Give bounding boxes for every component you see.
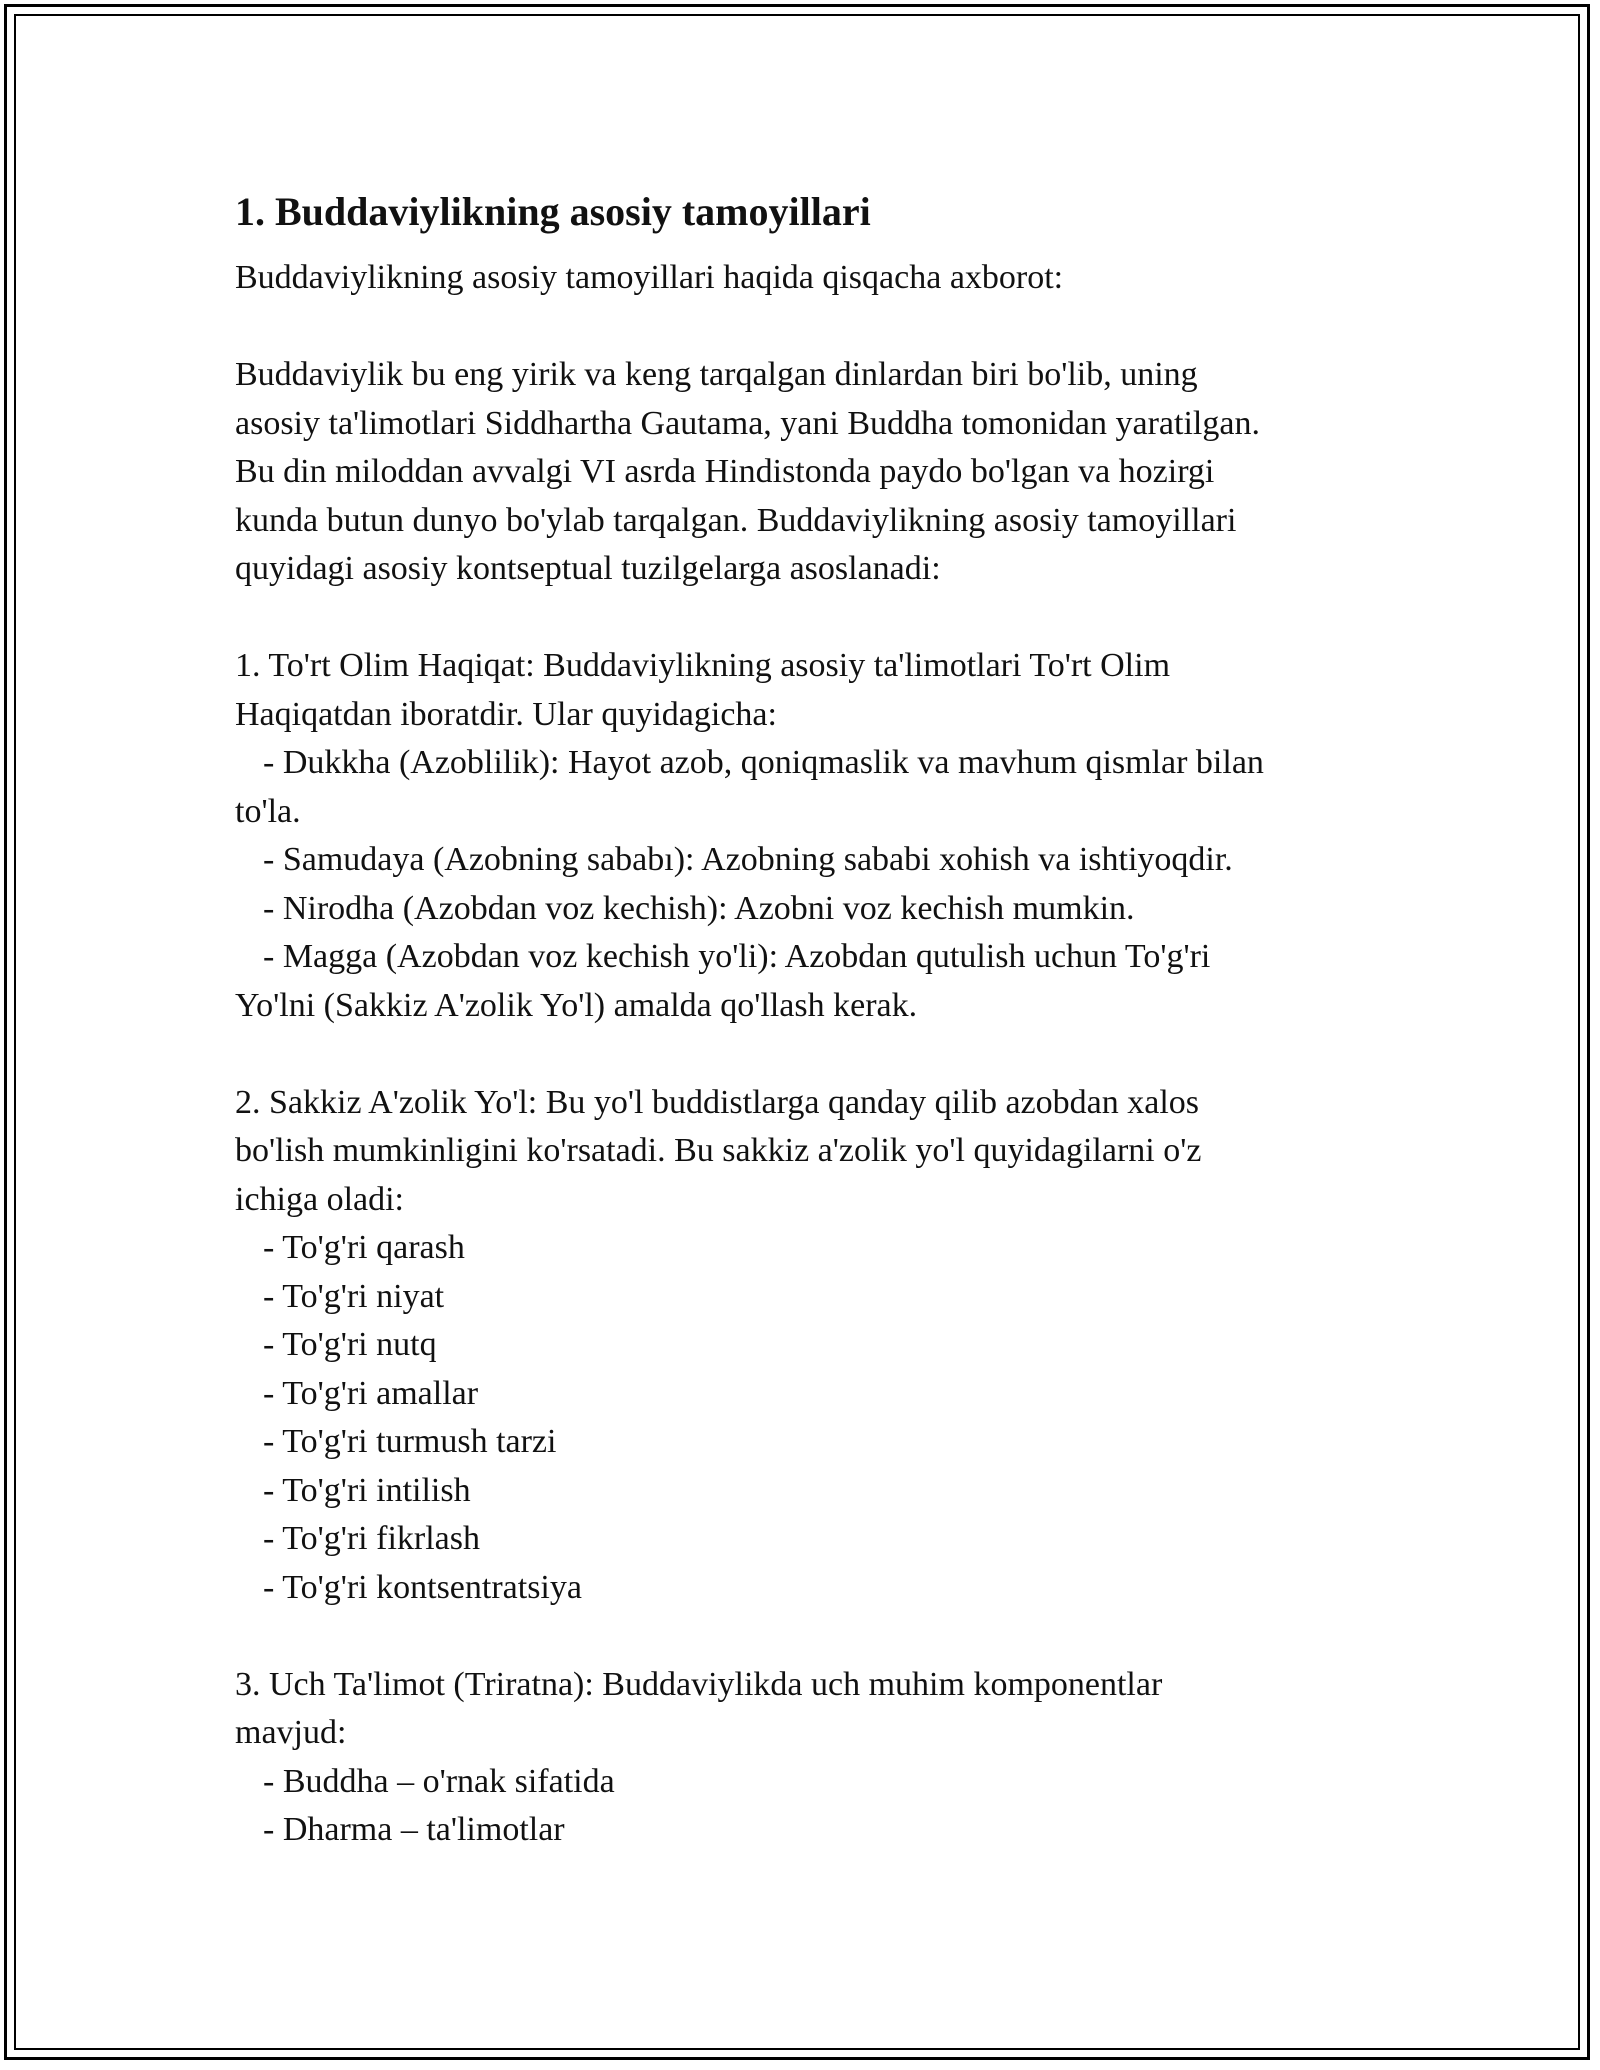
section2-line: ichiga oladi: bbox=[235, 1180, 405, 1218]
section1-line: 1. To'rt Olim Haqiqat: Buddaviylikning asosiy ta'limotlari To'rt Olim bbox=[235, 647, 1171, 684]
section2-list-item: - To'g'ri qarash bbox=[263, 1229, 465, 1266]
section2-list-item: - To'g'ri niyat bbox=[263, 1277, 445, 1315]
section1-line: Yo'lni (Sakkiz A'zolik Yo'l) amalda qo'llash kerak. bbox=[235, 986, 918, 1024]
overview-line: asosiy ta'limotlari Siddhartha Gautama, yani Buddha tomonidan yaratilgan. bbox=[235, 404, 1260, 442]
paragraph-spacer bbox=[235, 303, 1375, 352]
section2-list-item: - To'g'ri fikrlash bbox=[263, 1520, 480, 1557]
section2-list-item: - To'g'ri intilish bbox=[263, 1471, 471, 1509]
section3-line: 3. Uch Ta'limot (Triratna): Buddaviylikda uch muhim komponentlar bbox=[235, 1665, 1163, 1703]
section1-list-item: - Nirodha (Azobdan voz kechish): Azobni voz kechish mumkin. bbox=[263, 889, 1135, 927]
intro-line: Buddaviylikning asosiy tamoyillari haqida qisqacha axborot: bbox=[235, 259, 1064, 296]
overview-line: kunda butun dunyo bo'ylab tarqalgan. Buddaviylikning asosiy tamoyillari bbox=[235, 501, 1237, 539]
section1-list-item: - Dukkha (Azoblilik): Hayot azob, qoniqmaslik va mavhum qismlar bilan bbox=[263, 744, 1264, 781]
overview-line: quyidagi asosiy kontseptual tuzilgelarga asoslanadi: bbox=[235, 550, 941, 587]
section3-line: mavjud: bbox=[235, 1714, 347, 1751]
section3-list-item: - Dharma – ta'limotlar bbox=[263, 1811, 565, 1848]
section3-list-item: - Buddha – o'rnak sifatida bbox=[263, 1762, 615, 1800]
document-heading: 1. Buddaviylikning asosiy tamoyillari bbox=[235, 189, 871, 234]
section2-line: 2. Sakkiz A'zolik Yo'l: Bu yo'l buddistlarga qanday qilib azobdan xalos bbox=[235, 1083, 1200, 1121]
section1-list-item: - Samudaya (Azobning sababı): Azobning sababi xohish va ishtiyoqdir. bbox=[263, 841, 1233, 878]
overview-line: Bu din miloddan avvalgi VI asrda Hindistonda paydo bo'lgan va hozirgi bbox=[235, 453, 1215, 490]
document-body bbox=[235, 186, 1375, 1855]
overview-line: Buddaviylik bu eng yirik va keng tarqalgan dinlardan biri bo'lib, uning bbox=[235, 356, 1198, 393]
paragraph-spacer bbox=[235, 594, 1375, 643]
section2-list-item: - To'g'ri turmush tarzi bbox=[263, 1423, 557, 1460]
section1-list-item: - Magga (Azobdan voz kechish yo'li): Azobdan qutulish uchun To'g'ri bbox=[263, 938, 1211, 975]
section1-line: Haqiqatdan iboratdir. Ular quyidagicha: bbox=[235, 695, 777, 733]
section2-list-item: - To'g'ri kontsentratsiya bbox=[263, 1568, 582, 1606]
section2-list-item: - To'g'ri amallar bbox=[263, 1374, 479, 1412]
section1-line: to'la. bbox=[235, 792, 301, 830]
paragraph-spacer bbox=[235, 1612, 1375, 1661]
section2-line: bo'lish mumkinligini ko'rsatadi. Bu sakkiz a'zolik yo'l quyidagilarni o'z bbox=[235, 1132, 1202, 1169]
paragraph-spacer bbox=[235, 1030, 1375, 1079]
section2-list-item: - To'g'ri nutq bbox=[263, 1326, 437, 1363]
